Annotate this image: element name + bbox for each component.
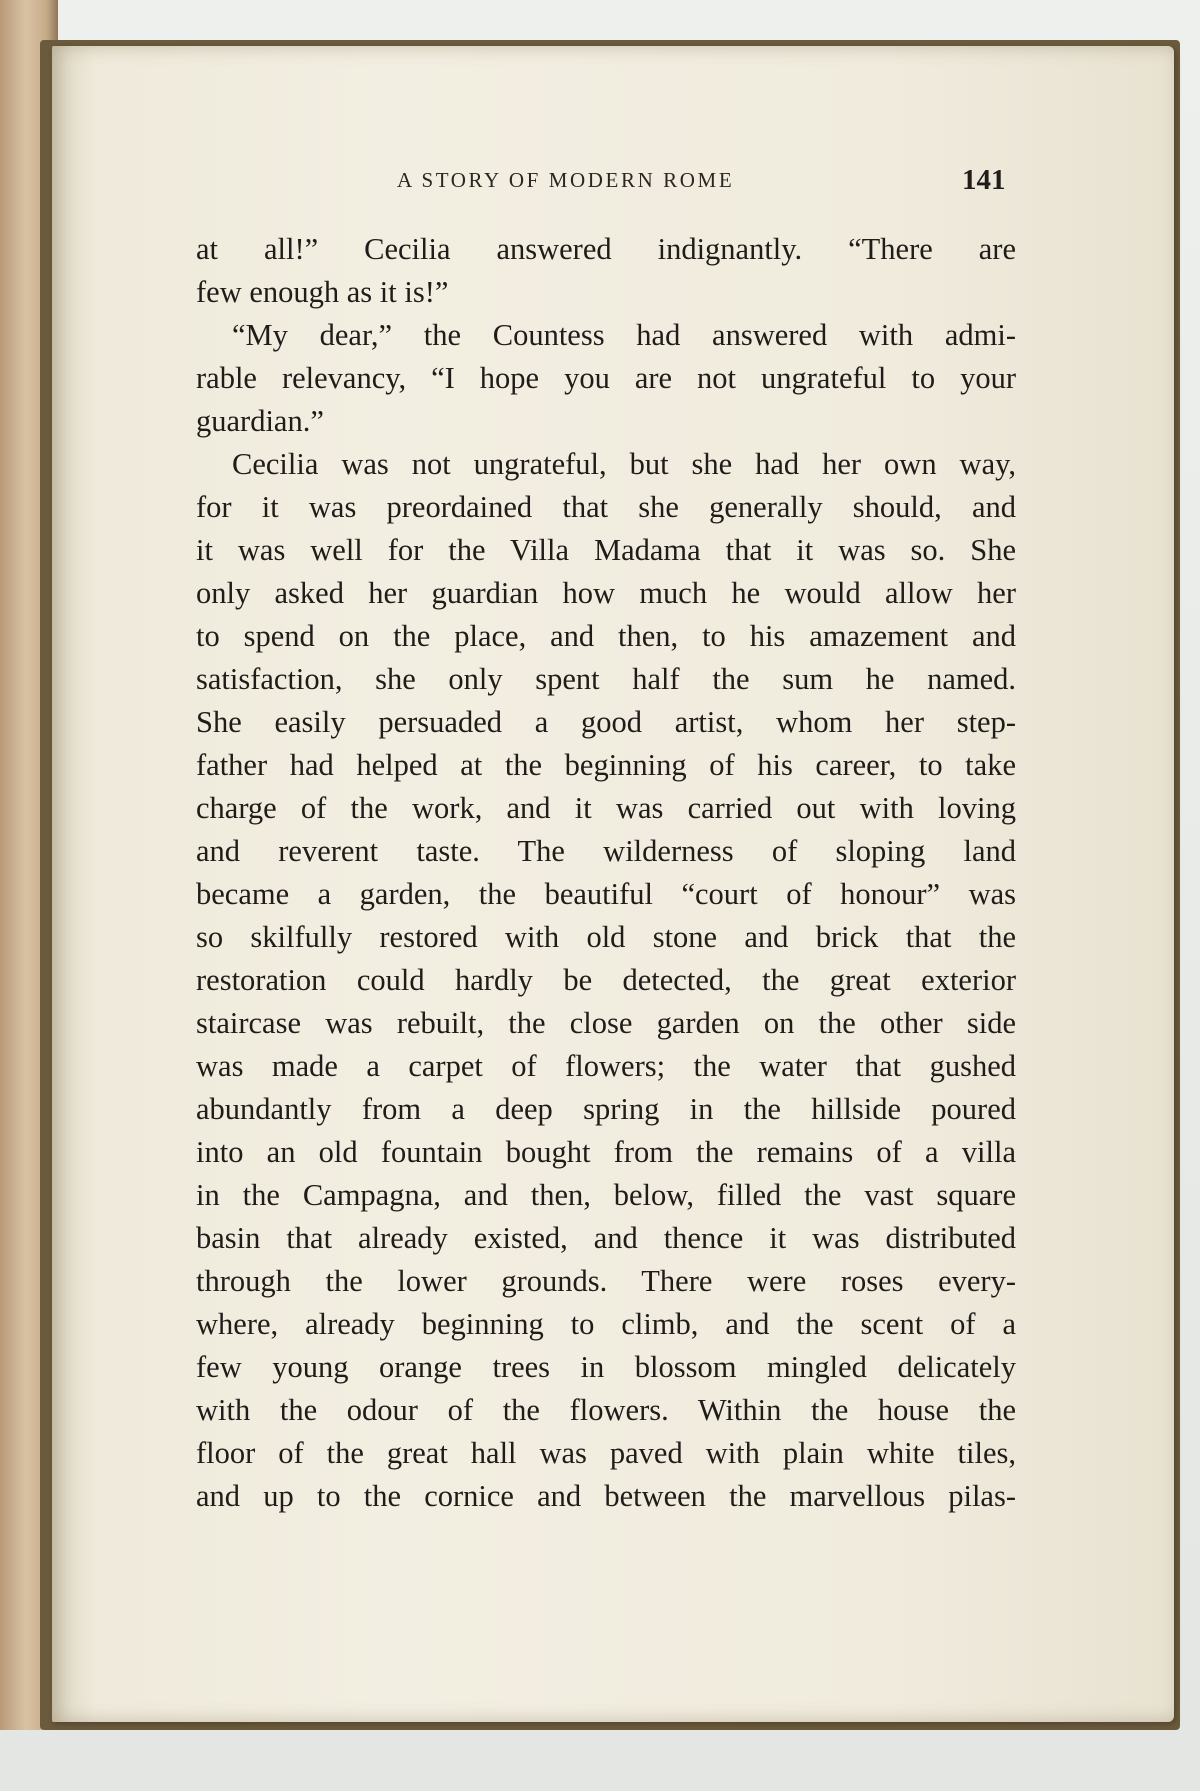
text-line: and up to the cornice and between the marvellous pilas- [196, 1479, 1016, 1513]
text-line: father had helped at the beginning of his career, to take [196, 748, 1016, 782]
text-line: only asked her guardian how much he would allow her [196, 576, 1016, 610]
text-line: few enough as it is!” [196, 275, 449, 309]
page-header [0, 164, 1200, 204]
text-line: became a garden, the beautiful “court of honour” was [196, 877, 1016, 911]
text-line: “My dear,” the Countess had answered with admi- [232, 318, 1016, 352]
text-line: abundantly from a deep spring in the hillside poured [196, 1092, 1016, 1126]
text-line: where, already beginning to climb, and the scent of a [196, 1307, 1016, 1341]
text-line: at all!” Cecilia answered indignantly. “There are [196, 232, 1016, 266]
text-line: rable relevancy, “I hope you are not ungrateful to your [196, 361, 1016, 395]
text-line: charge of the work, and it was carried out with loving [196, 791, 1016, 825]
text-line: satisfaction, she only spent half the sum he named. [196, 662, 1016, 696]
text-line: through the lower grounds. There were roses every- [196, 1264, 1016, 1298]
text-line: into an old fountain bought from the remains of a villa [196, 1135, 1016, 1169]
running-title: A STORY OF MODERN ROME [397, 168, 735, 192]
text-line: guardian.” [196, 404, 324, 438]
page-number: 141 [962, 164, 1006, 196]
text-line: for it was preordained that she generally should, and [196, 490, 1016, 524]
text-line: She easily persuaded a good artist, whom her step- [196, 705, 1016, 739]
text-line: so skilfully restored with old stone and brick that the [196, 920, 1016, 954]
text-line: Cecilia was not ungrateful, but she had her own way, [232, 447, 1016, 481]
body-text [196, 228, 1016, 1518]
text-line: staircase was rebuilt, the close garden on the other side [196, 1006, 1016, 1040]
text-line: floor of the great hall was paved with plain white tiles, [196, 1436, 1016, 1470]
text-line: basin that already existed, and thence it was distributed [196, 1221, 1016, 1255]
text-line: few young orange trees in blossom mingled delicately [196, 1350, 1016, 1384]
text-line: and reverent taste. The wilderness of sloping land [196, 834, 1016, 868]
text-line: in the Campagna, and then, below, filled the vast square [196, 1178, 1016, 1212]
text-line: was made a carpet of flowers; the water that gushed [196, 1049, 1016, 1083]
text-line: with the odour of the flowers. Within the house the [196, 1393, 1016, 1427]
text-line: to spend on the place, and then, to his amazement and [196, 619, 1016, 653]
text-line: restoration could hardly be detected, the great exterior [196, 963, 1016, 997]
text-line: it was well for the Villa Madama that it was so. She [196, 533, 1016, 567]
